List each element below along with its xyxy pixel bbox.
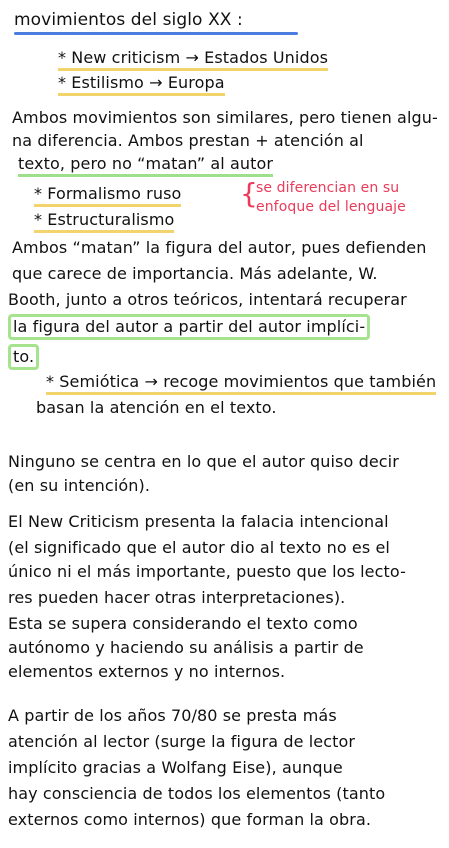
para4-line-5: Esta se supera considerando el texto como	[8, 614, 358, 633]
movement-line-1	[58, 48, 328, 71]
title-line: movimientos del siglo XX :	[14, 10, 243, 30]
movement-new-criticism: * New criticism → Estados Unidos	[58, 48, 328, 71]
para1-line-3-text: texto, pero no “matan” al autor	[18, 154, 273, 177]
para2-line-5	[8, 344, 39, 370]
para5-line-4: hay consciencia de todos los elementos (tanto	[8, 784, 386, 803]
para4-line-7: elementos externos y no internos.	[8, 662, 286, 681]
para4-line-3: único ni el más importante, puesto que los lecto-	[8, 562, 406, 581]
para2-line-1: Ambos “matan” la figura del autor, pues defienden	[12, 238, 427, 257]
para1-line-2: na diferencia. Ambos prestan + atención al	[12, 131, 364, 150]
para2-line-2: que carece de importancia. Más adelante, W.	[12, 264, 378, 283]
para5-line-1: A partir de los años 70/80 se presta más	[8, 706, 337, 725]
para5-line-3: implícito gracias a Wolfang Eise), aunque	[8, 758, 343, 777]
para5-line-2: atención al lector (surge la figura de lector	[8, 732, 356, 751]
semiotica-line-2: basan la atención en el texto.	[36, 398, 277, 417]
annotation-line-1: se diferencian en su	[256, 180, 400, 196]
para2-line-3: Booth, junto a otros teóricos, intentará recuperar	[8, 290, 407, 309]
para2-line-4	[8, 314, 370, 340]
brace-annotation: {	[240, 177, 258, 210]
para1-line-1: Ambos movimientos son similares, pero tienen algu-	[12, 108, 438, 127]
para4-line-1: El New Criticism presenta la falacia intencional	[8, 512, 389, 531]
para4-line-6: autónomo y haciendo su análisis a partir de	[8, 638, 364, 657]
para5-line-5: externos como internos) que forman la obra.	[8, 810, 372, 829]
bullet-estructuralismo-text: * Estructuralismo	[34, 210, 174, 233]
para2-line-5-text: to.	[8, 344, 39, 370]
para4-line-4: res pueden hacer otras interpretaciones).	[8, 588, 346, 607]
para3-line-2: (en su intención).	[8, 476, 151, 495]
bullet-semiotica	[46, 372, 436, 395]
para4-line-2: (el significado que el autor dio al texto no es el	[8, 538, 390, 557]
movement-estilismo: * Estilismo → Europa	[58, 73, 225, 96]
para1-line-3	[18, 154, 273, 177]
bullet-semiotica-text: * Semiótica → recoge movimientos que también	[46, 372, 436, 395]
bullet-formalismo-text: * Formalismo ruso	[34, 184, 181, 207]
annotation-line-2: enfoque del lenguaje	[256, 199, 406, 215]
title-underline	[14, 32, 298, 35]
bullet-formalismo	[34, 184, 181, 207]
para3-line-1: Ninguno se centra en lo que el autor quiso decir	[8, 452, 399, 471]
para2-line-4-text: la figura del autor a partir del autor implíci-	[8, 314, 370, 340]
bullet-estructuralismo	[34, 210, 174, 233]
movement-line-2	[58, 73, 225, 96]
